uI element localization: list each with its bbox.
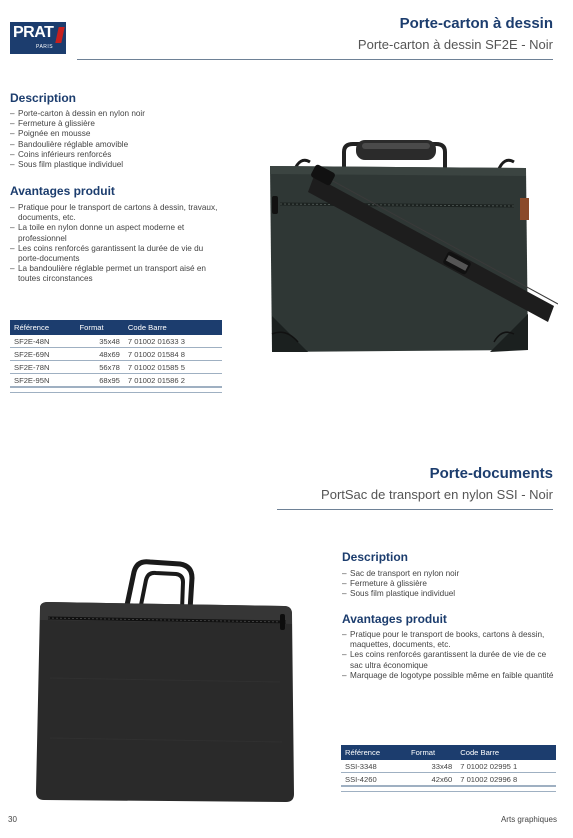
barcode-cell: 7 01002 02995 1 [456,760,556,773]
product1-bag-image [258,138,558,360]
list-item: – Sous film plastique individuel [10,160,220,170]
product2-advantages-list [342,630,555,681]
reference-cell: SF2E-78N [10,361,76,374]
product1-reference-table [10,320,222,393]
format-cell: 68x95 [76,374,124,387]
list-item: – Pratique pour le transport de books, cartons à dessin, maquettes, documents, etc. [342,630,555,650]
product2-title: Porte-documents [429,465,553,482]
product2-header-rule [277,509,553,510]
table-footer-rule [10,387,222,393]
column-header: Code Barre [456,745,556,760]
product2-advantages-heading: Avantages produit [342,612,447,626]
format-cell: 56x78 [76,361,124,374]
list-item: – Les coins renforcés garantissent la durée de vie du porte-documents [10,244,222,264]
footer-section: Arts graphiques [500,815,557,824]
reference-cell: SF2E-95N [10,374,76,387]
product1-title: Porte-carton à dessin [399,15,553,32]
product1-advantages-list [10,203,222,285]
product1-header-rule [77,59,553,60]
format-cell: 33x48 [407,760,456,773]
format-cell: 48x69 [76,348,124,361]
list-item: – La toile en nylon donne un aspect moderne et professionnel [10,223,222,243]
list-item: – Bandoulière réglable amovible [10,140,220,150]
list-item: – Sac de transport en nylon noir [342,569,557,579]
list-item: – Pratique pour le transport de cartons à dessin, travaux, documents, etc. [10,203,222,223]
list-item: – Coins inférieurs renforcés [10,150,220,160]
table-header-row [10,320,222,335]
list-item: – Sous film plastique individuel [342,589,557,599]
product2-description-heading: Description [342,550,409,564]
list-item: – La bandoulière réglable permet un transport aisé en toutes circonstances [10,264,222,284]
table-row [10,335,222,348]
column-header: Code Barre [124,320,222,335]
list-item: – Les coins renforcés garantissent la durée de vie de ce sac ultra économique [342,650,555,670]
column-header: Référence [341,745,407,760]
format-cell: 42x60 [407,773,456,786]
brand-logo [10,22,66,54]
table-header-row [341,745,556,760]
table-row [341,760,556,773]
barcode-cell: 7 01002 01585 5 [124,361,222,374]
table-row [10,361,222,374]
barcode-cell: 7 01002 02996 8 [456,773,556,786]
reference-cell: SF2E-48N [10,335,76,348]
table-footer-rule [341,786,556,792]
barcode-cell: 7 01002 01584 8 [124,348,222,361]
list-item: – Porte-carton à dessin en nylon noir [10,109,220,119]
reference-cell: SSI-4260 [341,773,407,786]
product2-subtitle: PortSac de transport en nylon SSI - Noir [321,487,553,502]
brand-flag-mark [55,27,64,43]
column-header: Format [407,745,456,760]
list-item: – Fermeture à glissière [10,119,220,129]
list-item: – Marquage de logotype possible même en faible quantité [342,671,555,681]
product2-bag-image [30,558,300,806]
list-item: – Poignée en mousse [10,129,220,139]
list-item: – Fermeture à glissière [342,579,557,589]
column-header: Format [76,320,124,335]
barcode-cell: 7 01002 01633 3 [124,335,222,348]
reference-cell: SF2E-69N [10,348,76,361]
product2-reference-table [341,745,556,792]
column-header: Référence [10,320,76,335]
barcode-cell: 7 01002 01586 2 [124,374,222,387]
page-number: 30 [8,815,17,824]
format-cell: 35x48 [76,335,124,348]
product1-subtitle: Porte-carton à dessin SF2E - Noir [357,37,553,52]
brand-name: PRAT [13,24,54,41]
product1-description-heading: Description [10,91,77,105]
product1-advantages-heading: Avantages produit [10,184,115,198]
table-row [10,348,222,361]
product1-description-list [10,109,220,170]
reference-cell: SSI-3348 [341,760,407,773]
product2-description-list [342,569,557,600]
brand-sub: PARIS [36,44,54,50]
table-row [10,374,222,387]
table-row [341,773,556,786]
